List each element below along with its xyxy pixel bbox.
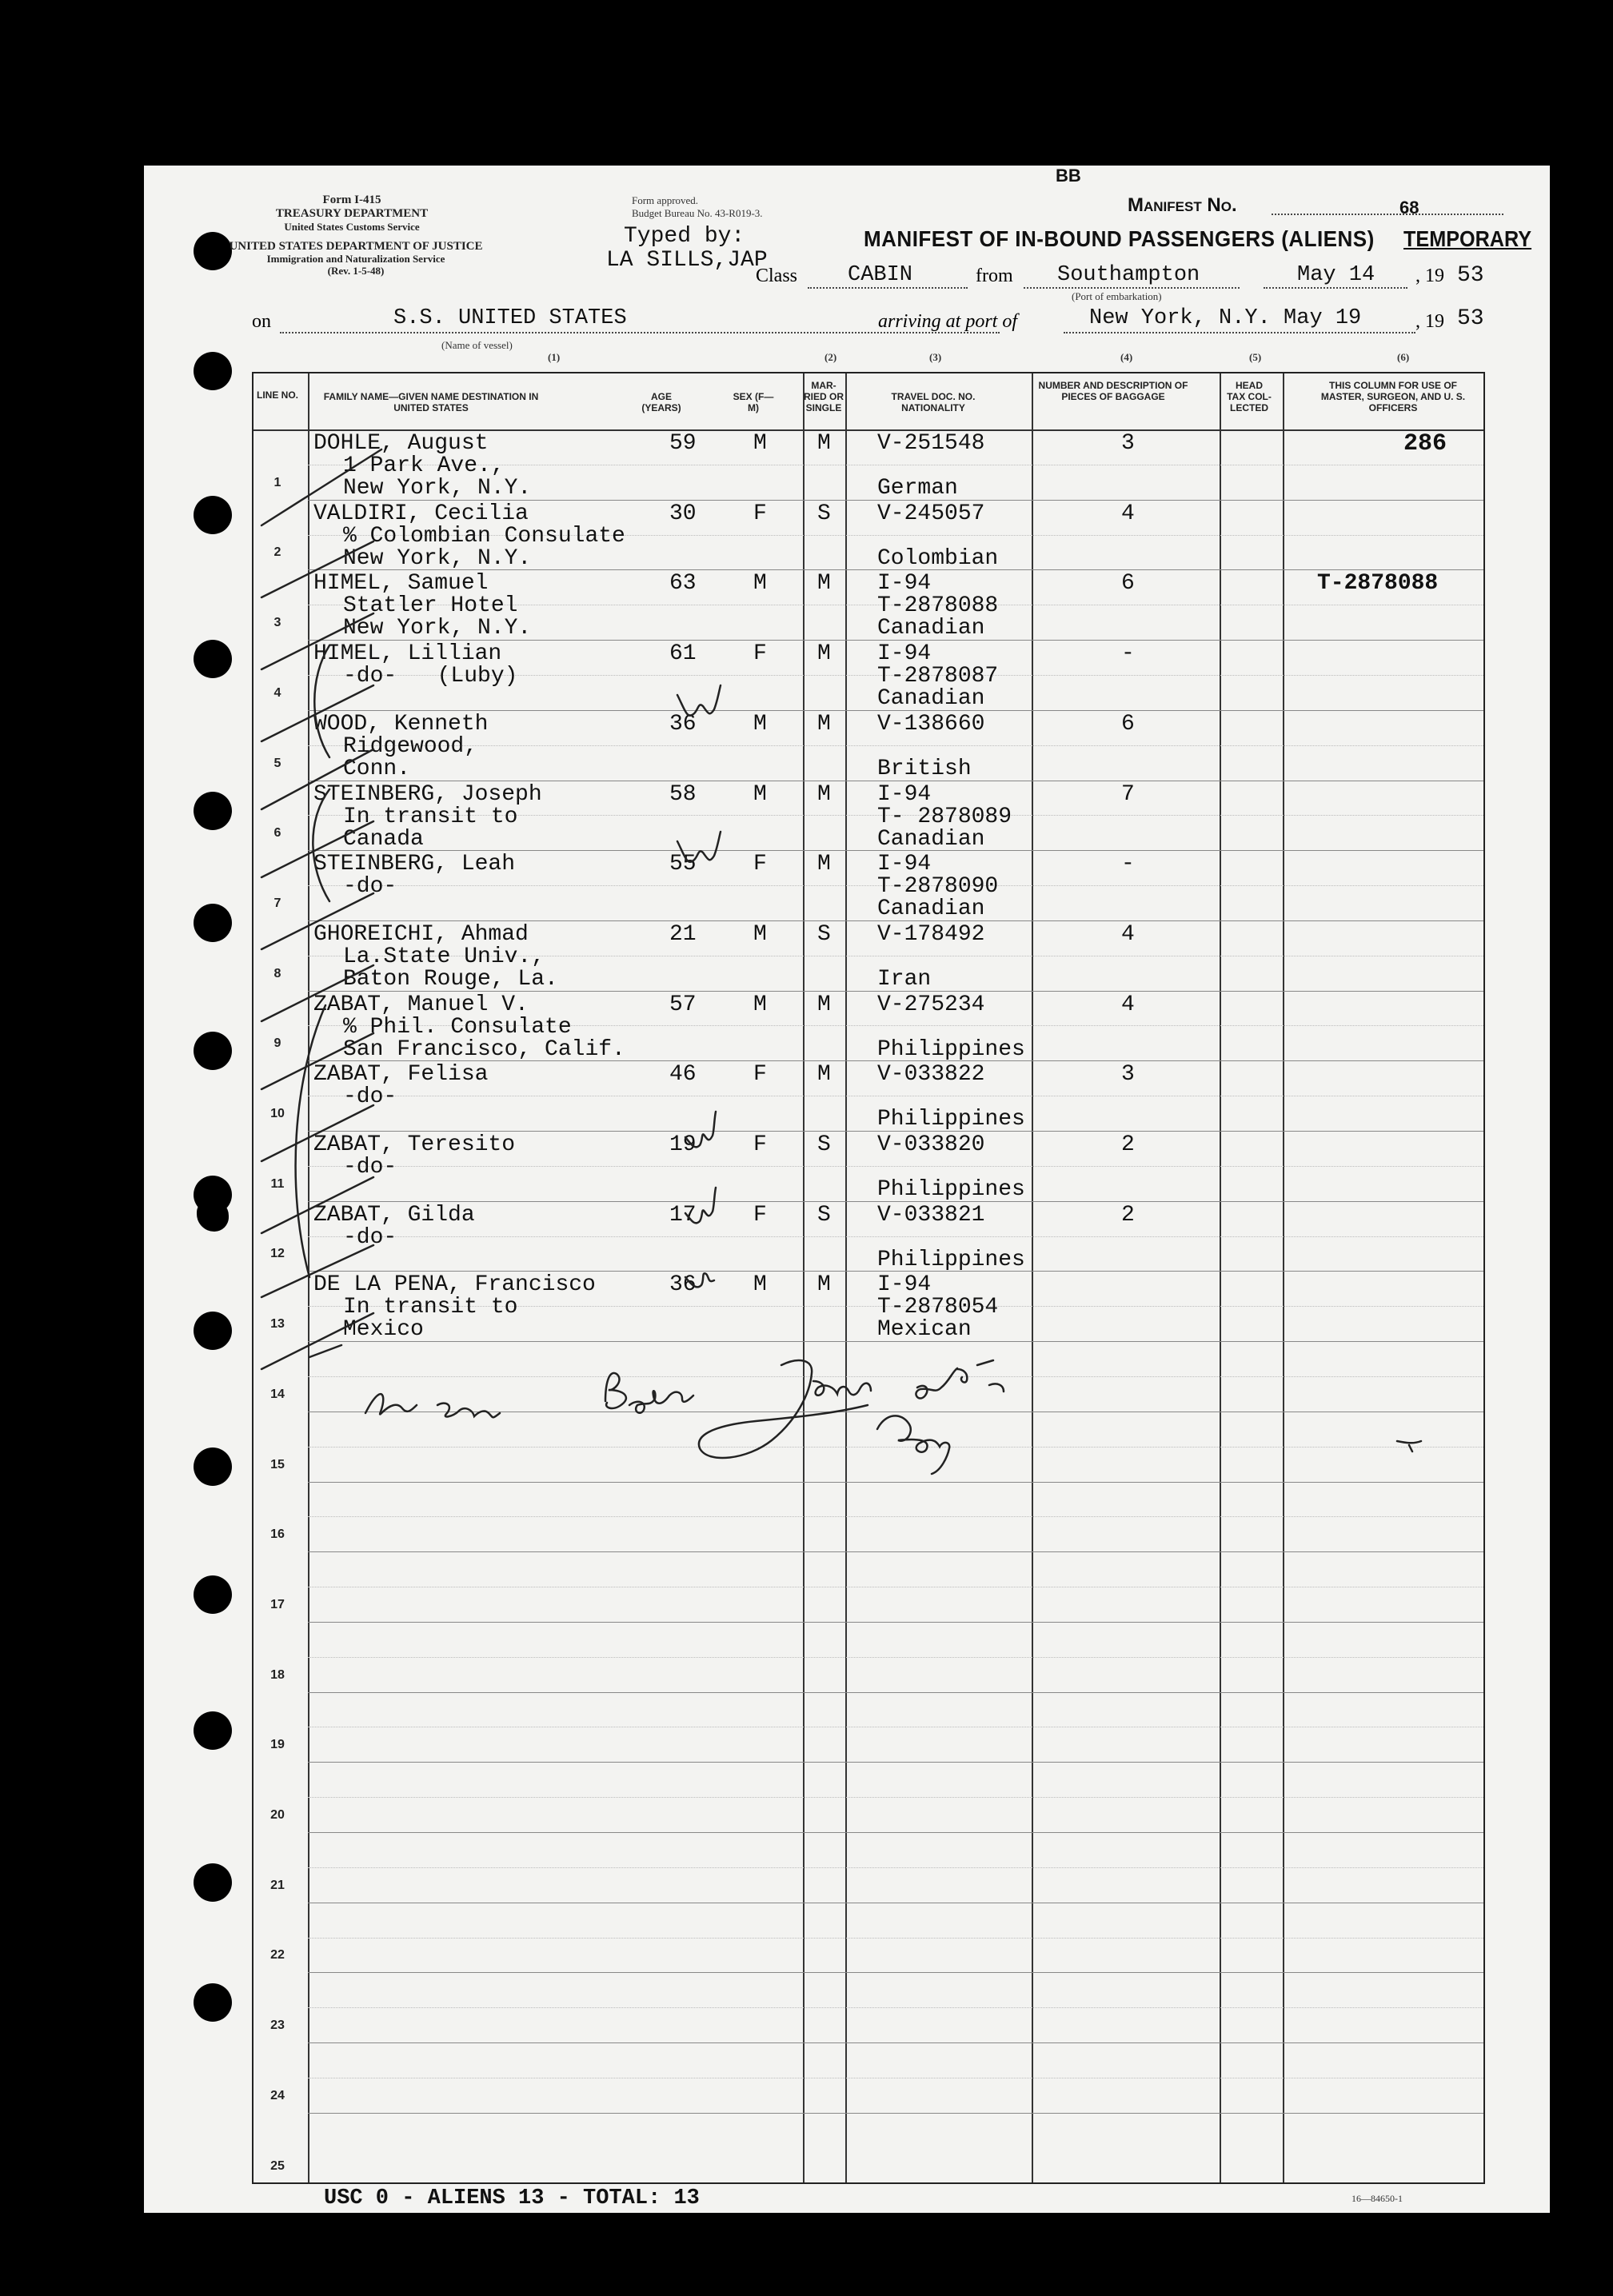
travel-doc-1: V-033821 — [877, 1202, 985, 1228]
nationality: Philippines — [877, 1247, 1025, 1272]
passenger-name: WOOD, Kenneth — [313, 711, 489, 737]
travel-doc-1: V-245057 — [877, 501, 985, 526]
typed-by-value: LA SILLS,JAP — [606, 248, 768, 273]
age: 55 — [669, 852, 697, 877]
sex: M — [753, 992, 767, 1017]
passenger-name: HIMEL, Samuel — [313, 571, 489, 597]
marital-status: S — [817, 921, 831, 947]
header-sex: SEX (F—M) — [733, 391, 774, 413]
line-number: 12 — [270, 1247, 285, 1261]
typed-by-label: Typed by: — [624, 224, 745, 249]
destination-line-2: Conn. — [343, 756, 411, 781]
destination-line-2: Baton Rouge, La. — [343, 966, 558, 992]
col-num-6: (6) — [1397, 351, 1410, 363]
arrival-port: New York, N.Y. May 19 — [1089, 306, 1362, 330]
baggage-count: 4 — [1121, 501, 1135, 526]
line-number: 7 — [273, 896, 281, 910]
destination-line-1: % Phil. Consulate — [343, 1014, 572, 1040]
destination-line-1: Ridgewood, — [343, 733, 478, 759]
punch-hole — [194, 1575, 232, 1614]
age: 59 — [669, 431, 697, 456]
line-number: 25 — [270, 2158, 285, 2173]
col-num-2: (2) — [824, 351, 837, 363]
line-number: 4 — [273, 685, 281, 700]
baggage-count: 6 — [1121, 711, 1135, 737]
destination-line-2: Canada — [343, 826, 424, 852]
age: 19 — [669, 1132, 697, 1157]
officer-note: 286 — [1403, 430, 1447, 457]
handwritten-annotations — [254, 373, 1483, 2182]
age: 46 — [669, 1062, 697, 1088]
destination-line-2: New York, N.Y. — [343, 616, 532, 641]
marital-status: S — [817, 501, 831, 526]
header-name: FAMILY NAME—GIVEN NAME DESTINATION IN UNITED STATES — [323, 391, 539, 413]
line-number: 24 — [270, 2088, 285, 2102]
col-num-3: (3) — [929, 351, 942, 363]
line-number: 18 — [270, 1667, 285, 1682]
manifest-no-line — [1272, 214, 1503, 215]
sex: M — [753, 711, 767, 737]
from-label: from — [976, 266, 1013, 286]
line-number: 16 — [270, 1527, 285, 1542]
travel-doc-2: T-2878090 — [877, 874, 999, 900]
marital-status: M — [817, 571, 831, 597]
dept-name-2: UNITED STATES DEPARTMENT OF JUSTICE — [229, 240, 483, 253]
destination-line-1: In transit to — [343, 1295, 518, 1320]
destination-line-2: New York, N.Y. — [343, 476, 532, 501]
punch-hole — [194, 1312, 232, 1350]
sex: M — [753, 781, 767, 807]
baggage-count: - — [1121, 852, 1135, 877]
approved-text: Form approved. — [632, 194, 699, 206]
travel-doc-1: I-94 — [877, 1272, 932, 1298]
line-number: 14 — [270, 1387, 285, 1401]
header-line-no: LINE NO. — [256, 389, 298, 401]
line-number: 19 — [270, 1738, 285, 1752]
marital-status: M — [817, 852, 831, 877]
line-number: 3 — [273, 616, 281, 630]
line-number: 5 — [273, 756, 281, 770]
destination-line-1: La.State Univ., — [343, 944, 545, 969]
travel-doc-1: V-138660 — [877, 711, 985, 737]
sex: F — [753, 641, 767, 667]
punch-hole — [197, 1200, 229, 1232]
marital-status: M — [817, 431, 831, 456]
line-number: 1 — [273, 475, 281, 489]
passenger-name: DE LA PENA, Francisco — [313, 1272, 596, 1298]
punch-hole — [194, 496, 232, 534]
destination-line-1: -do- — [343, 1155, 397, 1180]
arrival-year: 53 — [1457, 306, 1484, 331]
sex: F — [753, 1062, 767, 1088]
marital-status: M — [817, 781, 831, 807]
depart-year: 53 — [1457, 263, 1484, 288]
travel-doc-2: T- 2878089 — [877, 804, 1012, 829]
sex: M — [753, 1272, 767, 1298]
baggage-count: 3 — [1121, 431, 1135, 456]
class-value: CABIN — [848, 263, 913, 287]
destination-line-2: San Francisco, Calif. — [343, 1036, 625, 1062]
marital-status: M — [817, 1272, 831, 1298]
header-officers: THIS COLUMN FOR USE OF MASTER, SURGEON, AND U. S. OFFICERS — [1320, 380, 1466, 413]
punch-hole — [194, 1983, 232, 2022]
line-number: 21 — [270, 1878, 285, 1892]
agency-block — [248, 194, 456, 233]
marital-status: S — [817, 1202, 831, 1228]
passenger-name: STEINBERG, Leah — [313, 852, 516, 877]
line-number: 20 — [270, 1808, 285, 1822]
punch-hole — [194, 904, 232, 942]
arrival-line — [1064, 332, 1415, 333]
on-label: on — [252, 311, 271, 332]
agency-block-2 — [224, 240, 488, 278]
age: 30 — [669, 501, 697, 526]
age: 61 — [669, 641, 697, 667]
punch-hole — [194, 1447, 232, 1486]
dept-name: TREASURY DEPARTMENT — [275, 207, 429, 221]
punch-hole — [194, 640, 232, 678]
marital-status: M — [817, 641, 831, 667]
nationality: Canadian — [877, 616, 985, 641]
arriving-label: arriving at port of — [878, 311, 1018, 332]
destination-line-1: -do- — [343, 874, 397, 900]
sex: M — [753, 571, 767, 597]
manifest-page — [144, 166, 1550, 2213]
line-number: 13 — [270, 1317, 285, 1332]
print-code: 16—84650-1 — [1351, 2193, 1403, 2204]
header-age: AGE (YEARS) — [641, 391, 681, 413]
sex: F — [753, 1132, 767, 1157]
manifest-title: MANIFEST OF IN-BOUND PASSENGERS (ALIENS) — [864, 226, 1375, 251]
depart-year-prefix: , 19 — [1415, 266, 1444, 286]
baggage-count: 3 — [1121, 1062, 1135, 1088]
budget-text: Budget Bureau No. 43-R019-3. — [632, 207, 763, 219]
punch-hole — [194, 1032, 232, 1070]
vessel-note: (Name of vessel) — [441, 339, 513, 351]
destination-line-1: % Colombian Consulate — [343, 523, 625, 549]
passenger-name: ZABAT, Teresito — [313, 1132, 516, 1157]
destination-line-1: In transit to — [343, 804, 518, 829]
punch-hole — [194, 352, 232, 390]
nationality: Mexican — [877, 1317, 972, 1343]
form-number: Form I-415 — [322, 194, 381, 206]
col-num-5: (5) — [1249, 351, 1262, 363]
punch-hole — [194, 792, 232, 830]
passenger-table — [252, 372, 1485, 2184]
class-line — [808, 287, 968, 289]
service-name: United States Customs Service — [284, 220, 420, 233]
from-line — [1024, 287, 1240, 289]
nationality: Canadian — [877, 896, 985, 922]
sex: F — [753, 852, 767, 877]
travel-doc-1: V-033820 — [877, 1132, 985, 1157]
baggage-count: - — [1121, 641, 1135, 667]
class-label: Class — [756, 266, 798, 286]
port-embark-note: (Port of embarkation) — [1072, 290, 1162, 302]
passenger-name: DOHLE, August — [313, 431, 489, 456]
form-revision: (Rev. 1-5-48) — [327, 265, 385, 278]
destination-line-1: 1 Park Ave., — [343, 453, 505, 478]
marital-status: M — [817, 711, 831, 737]
form-approved — [632, 194, 763, 220]
nationality: Colombian — [877, 545, 999, 571]
line-number: 22 — [270, 1948, 285, 1963]
manifest-no-label: Manifest No. — [1128, 194, 1237, 216]
sex: M — [753, 921, 767, 947]
baggage-count: 6 — [1121, 571, 1135, 597]
baggage-count: 2 — [1121, 1202, 1135, 1228]
line-number: 2 — [273, 545, 281, 560]
baggage-count: 4 — [1121, 921, 1135, 947]
manifest-no-value: 68 — [1399, 198, 1419, 218]
temporary-label: TEMPORARY — [1403, 226, 1532, 251]
depart-date: May 14 — [1297, 263, 1375, 287]
destination-line-1: Statler Hotel — [343, 593, 518, 619]
col-num-4: (4) — [1120, 351, 1133, 363]
nationality: Philippines — [877, 1177, 1025, 1202]
destination-line-1: -do- — [343, 1224, 397, 1250]
punch-hole — [194, 1863, 232, 1902]
marital-status: M — [817, 1062, 831, 1088]
nationality: Philippines — [877, 1107, 1025, 1132]
totals-line: USC 0 - ALIENS 13 - TOTAL: 13 — [324, 2186, 700, 2210]
age: 63 — [669, 571, 697, 597]
line-number: 8 — [273, 966, 281, 980]
nationality: Iran — [877, 966, 932, 992]
destination-line-1: -do- (Luby) — [343, 664, 518, 689]
arrival-year-prefix: , 19 — [1415, 311, 1444, 332]
punch-hole — [194, 1711, 232, 1750]
date-line — [1264, 287, 1407, 289]
passenger-name: HIMEL, Lillian — [313, 641, 502, 667]
passenger-name: VALDIRI, Cecilia — [313, 501, 529, 526]
from-value: Southampton — [1057, 263, 1200, 287]
passenger-name: ZABAT, Felisa — [313, 1062, 489, 1088]
header-headtax: HEAD TAX COL-LECTED — [1227, 380, 1272, 413]
line-number: 17 — [270, 1597, 285, 1611]
travel-doc-1: I-94 — [877, 781, 932, 807]
travel-doc-2: T-2878088 — [877, 593, 999, 619]
travel-doc-2: T-2878054 — [877, 1295, 999, 1320]
travel-doc-1: I-94 — [877, 852, 932, 877]
travel-doc-2: T-2878087 — [877, 664, 999, 689]
baggage-count: 4 — [1121, 992, 1135, 1017]
nationality: German — [877, 476, 958, 501]
sex: M — [753, 431, 767, 456]
passenger-name: STEINBERG, Joseph — [313, 781, 542, 807]
age: 58 — [669, 781, 697, 807]
travel-doc-1: V-251548 — [877, 431, 985, 456]
age: 57 — [669, 992, 697, 1017]
sex: F — [753, 1202, 767, 1228]
age: 17 — [669, 1202, 697, 1228]
officer-note: T-2878088 — [1317, 571, 1439, 597]
line-number: 10 — [270, 1107, 285, 1120]
travel-doc-1: V-178492 — [877, 921, 985, 947]
travel-doc-1: V-275234 — [877, 992, 985, 1017]
travel-doc-1: I-94 — [877, 641, 932, 667]
destination-line-2: Mexico — [343, 1317, 424, 1343]
passenger-name: ZABAT, Gilda — [313, 1202, 475, 1228]
marital-status: S — [817, 1132, 831, 1157]
destination-line-2: New York, N.Y. — [343, 545, 532, 571]
marital-status: M — [817, 992, 831, 1017]
nationality: Philippines — [877, 1036, 1025, 1062]
passenger-name: ZABAT, Manuel V. — [313, 992, 529, 1017]
destination-line-1: -do- — [343, 1084, 397, 1110]
header-baggage: NUMBER AND DESCRIPTION OF PIECES OF BAGGAGE — [1038, 380, 1188, 402]
header-travel: TRAVEL DOC. NO. NATIONALITY — [891, 391, 976, 413]
col-num-1: (1) — [548, 351, 561, 363]
nationality: Canadian — [877, 686, 985, 712]
line-number: 6 — [273, 826, 281, 841]
sex: F — [753, 501, 767, 526]
baggage-count: 7 — [1121, 781, 1135, 807]
nationality: Canadian — [877, 826, 985, 852]
travel-doc-1: I-94 — [877, 571, 932, 597]
age: 21 — [669, 921, 697, 947]
service-name-2: Immigration and Naturalization Service — [266, 253, 445, 266]
line-number: 9 — [273, 1036, 281, 1051]
passenger-name: GHOREICHI, Ahmad — [313, 921, 529, 947]
top-mark: BB — [1056, 166, 1081, 186]
line-number: 23 — [270, 2018, 285, 2033]
vessel-name: S.S. UNITED STATES — [393, 306, 627, 330]
travel-doc-1: V-033822 — [877, 1062, 985, 1088]
baggage-count: 2 — [1121, 1132, 1135, 1157]
line-number: 15 — [270, 1457, 285, 1471]
age: 36 — [669, 711, 697, 737]
age: 36 — [669, 1272, 697, 1298]
header-married: MAR-RIED OR SINGLE — [804, 380, 844, 413]
line-number: 11 — [270, 1176, 285, 1191]
nationality: British — [877, 756, 972, 781]
